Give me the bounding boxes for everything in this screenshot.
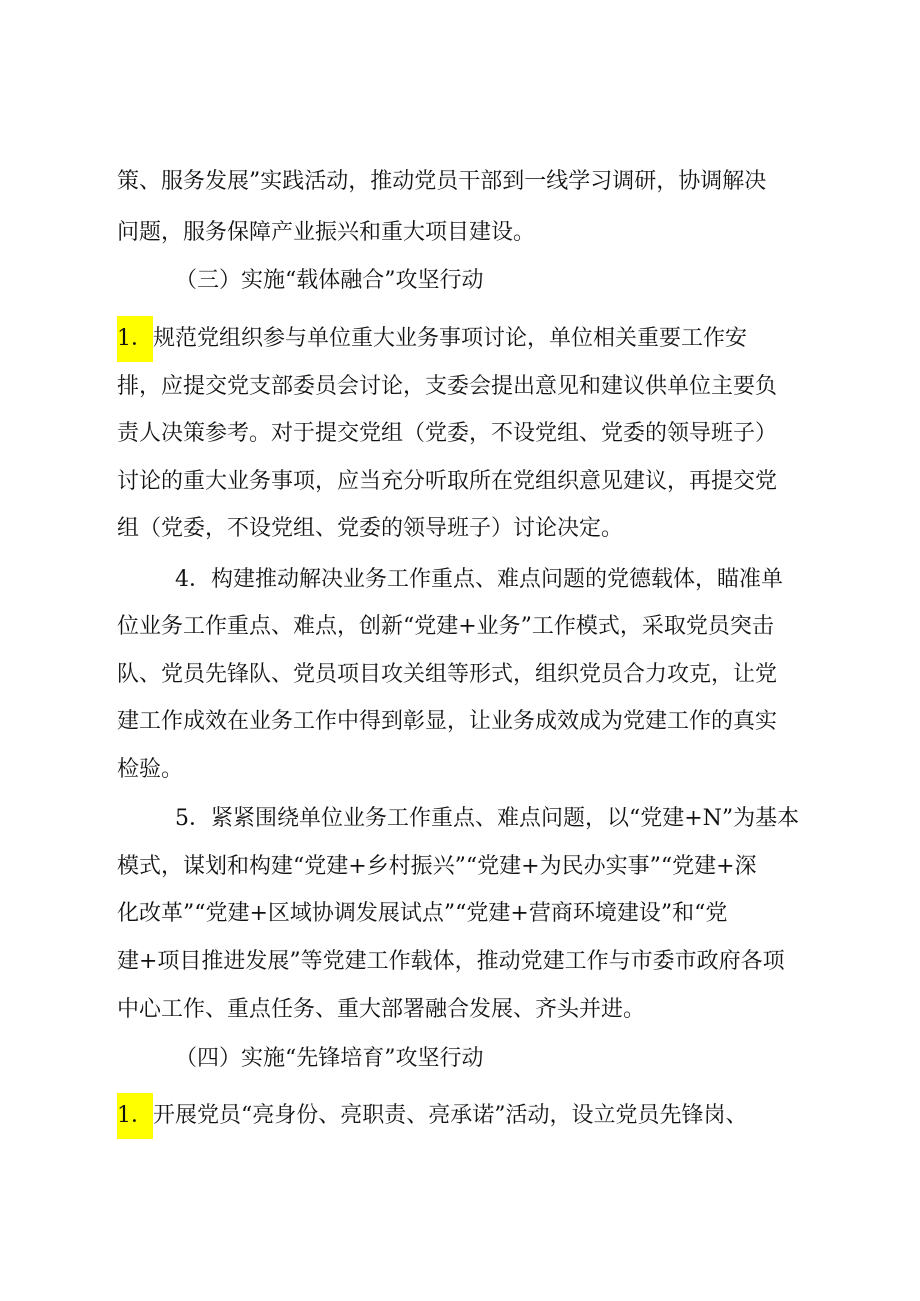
paragraph-line: 讨论的重大业务事项，应当充分听取所在党组织意见建议，再提交党: [117, 469, 778, 494]
paragraph-text: 开展党员“亮身份、亮职责、亮承诺”活动，设立党员先锋岗、: [153, 1103, 748, 1128]
list-item-line: [117, 1093, 817, 1139]
paragraph-line: 责人决策参考。对于提交党组（党委，不设党组、党委的领导班子）: [117, 421, 778, 446]
paragraph-line: 组（党委，不设党组、党委的领导班子）讨论决定。: [117, 516, 624, 541]
paragraph-line: 建工作成效在业务工作中得到彰显，让业务成效成为党建工作的真实: [117, 709, 778, 734]
paragraph-line: 检验。: [117, 757, 184, 782]
paragraph-line: 位业务工作重点、难点，创新“党建+业务”工作模式，采取党员突击: [117, 614, 774, 639]
item-number-highlight: 1．: [117, 316, 153, 362]
paragraph-text: 规范党组织参与单位重大业务事项讨论，单位相关重要工作安: [153, 326, 748, 351]
paragraph-line: 排，应提交党支部委员会讨论，支委会提出意见和建议供单位主要负: [117, 374, 778, 399]
section-heading-4: （四）实施“先锋培育”攻坚行动: [175, 1046, 484, 1071]
paragraph-line: 模式，谋划和构建“党建+乡村振兴”“党建+为民办实事”“党建+深: [117, 854, 757, 879]
section-heading-3: （三）实施“载体融合”攻坚行动: [175, 268, 484, 293]
paragraph-line: 队、党员先锋队、党员项目攻关组等形式，组织党员合力攻克，让党: [117, 662, 778, 687]
item-number-highlight: 1．: [117, 1093, 153, 1139]
paragraph-line: 建+项目推进发展”等党建工作载体，推动党建工作与市委市政府各项: [117, 949, 785, 974]
list-item-line: 5．紧紧围绕单位业务工作重点、难点问题，以“党建+N”为基本: [175, 806, 800, 831]
paragraph-line: 策、服务发展”实践活动，推动党员干部到一线学习调研，协调解决: [117, 169, 767, 194]
list-item-line: [117, 316, 817, 362]
paragraph-line: 化改革”“党建+区域协调发展试点”“党建+营商环境建设”和“党: [117, 901, 728, 926]
paragraph-line: 中心工作、重点任务、重大部署融合发展、齐头并进。: [117, 997, 646, 1022]
list-item-line: 4．构建推动解决业务工作重点、难点问题的党德载体，瞄准单: [175, 567, 783, 592]
paragraph-line: 问题，服务保障产业振兴和重大项目建设。: [117, 220, 536, 245]
